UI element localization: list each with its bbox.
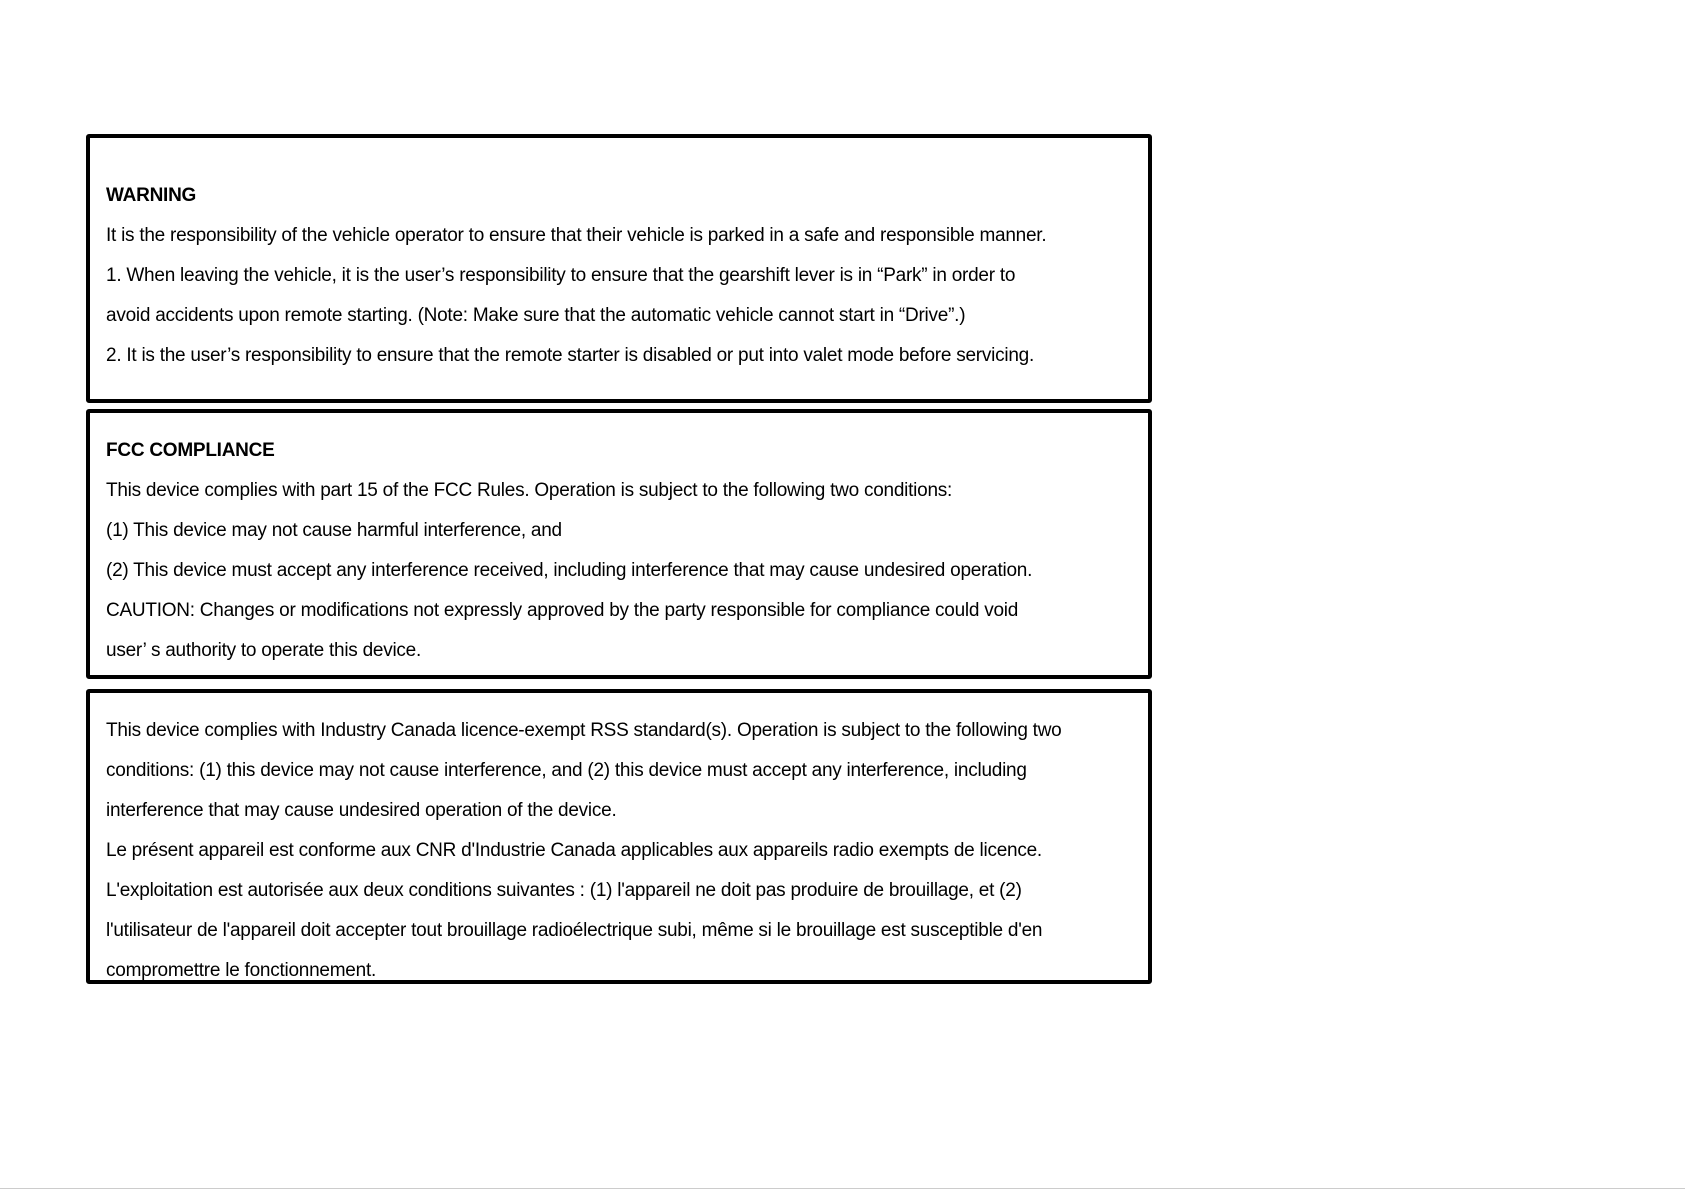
industry-canada-line: compromettre le fonctionnement. [106, 960, 376, 981]
warning-box [86, 134, 1152, 403]
fcc-line: (2) This device must accept any interference received, including interference that may cause undesired operation. [106, 560, 1033, 581]
industry-canada-line: This device complies with Industry Canada licence-exempt RSS standard(s). Operation is subject to the following two [106, 720, 1062, 741]
industry-canada-line: L'exploitation est autorisée aux deux conditions suivantes : (1) l'appareil ne doit pas produire de brouillage, et (2) [106, 880, 1022, 901]
industry-canada-line: conditions: (1) this device may not cause interference, and (2) this device must accept any interference, including [106, 760, 1027, 781]
industry-canada-box [86, 689, 1152, 984]
fcc-heading: FCC COMPLIANCE [106, 440, 275, 461]
industry-canada-line: Le présent appareil est conforme aux CNR d'Industrie Canada applicables aux appareils radio exempts de licence. [106, 840, 1042, 861]
industry-canada-line: l'utilisateur de l'appareil doit accepter tout brouillage radioélectrique subi, même si le brouillage est susceptible d'en [106, 920, 1043, 941]
warning-line: 1. When leaving the vehicle, it is the user’s responsibility to ensure that the gearshift lever is in “Park” in order to [106, 265, 1016, 286]
fcc-line: This device complies with part 15 of the FCC Rules. Operation is subject to the following two conditions: [106, 480, 953, 501]
warning-line: It is the responsibility of the vehicle operator to ensure that their vehicle is parked in a safe and responsible manner. [106, 225, 1047, 246]
warning-line: 2. It is the user’s responsibility to ensure that the remote starter is disabled or put into valet mode before servicing. [106, 345, 1034, 366]
fcc-compliance-box [86, 409, 1152, 679]
industry-canada-line: interference that may cause undesired operation of the device. [106, 800, 617, 821]
fcc-line: CAUTION: Changes or modifications not expressly approved by the party responsible for compliance could void [106, 600, 1019, 621]
warning-line: avoid accidents upon remote starting. (Note: Make sure that the automatic vehicle cannot start in “Drive”.) [106, 305, 966, 326]
page-bottom-divider [0, 1188, 1685, 1189]
fcc-line: (1) This device may not cause harmful interference, and [106, 520, 562, 541]
warning-heading: WARNING [106, 185, 197, 206]
fcc-line: user’ s authority to operate this device. [106, 640, 422, 661]
